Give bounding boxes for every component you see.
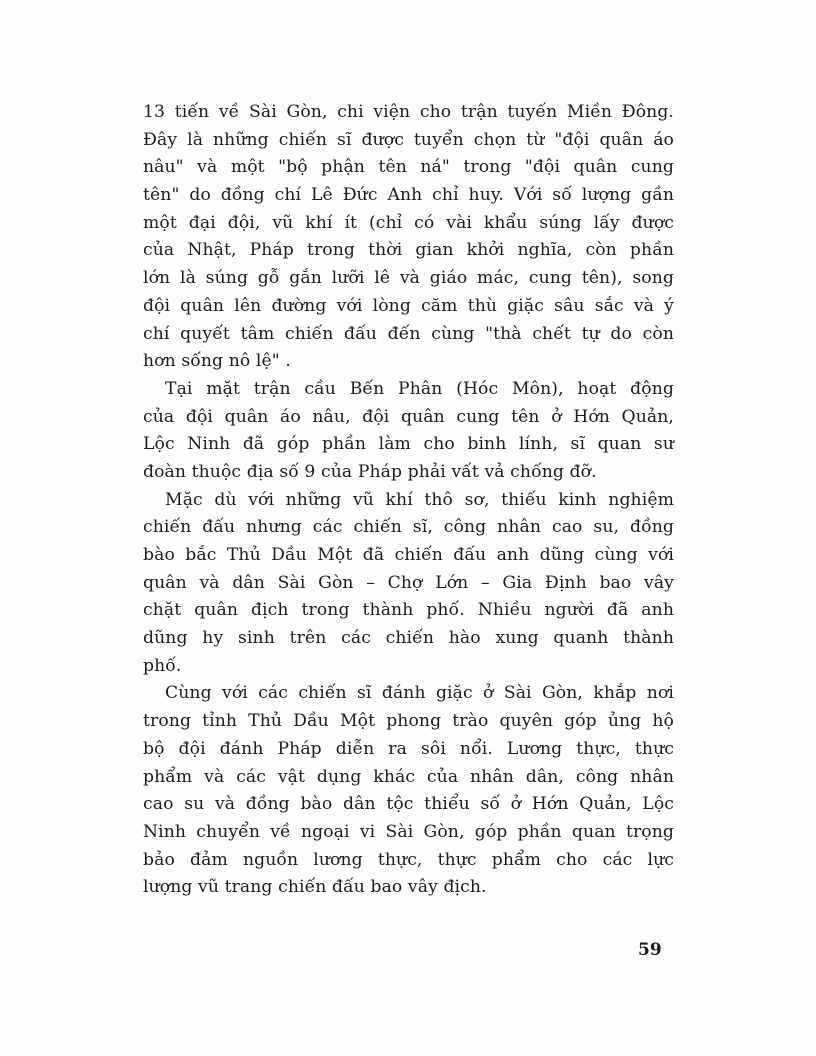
text-line: bộ đội đánh Pháp diễn ra sôi nổi. Lương thực, thực — [143, 738, 674, 759]
text-line: trong tỉnh Thủ Dầu Một phong trào quyên góp ủng hộ — [143, 711, 674, 732]
text-line: chí quyết tâm chiến đấu đến cùng "thà chết tự do còn — [143, 323, 674, 344]
text-line: đoàn thuộc địa số 9 của Pháp phải vất vả chống đỡ. — [143, 461, 597, 482]
text-line: của đội quân áo nâu, đội quân cung tên ở Hớn Quản, — [143, 406, 674, 427]
text-line: chiến đấu nhưng các chiến sĩ, công nhân cao su, đồng — [143, 517, 674, 538]
text-line: bào bắc Thủ Dầu Một đã chiến đấu anh dũng cùng với — [143, 545, 674, 565]
paragraph — [143, 376, 674, 487]
text-line: chặt quân địch trong thành phố. Nhiều người đã anh — [143, 600, 674, 621]
text-line: cao su và đồng bào dân tộc thiểu số ở Hớn Quản, Lộc — [143, 794, 674, 815]
text-line: Đây là những chiến sĩ được tuyển chọn từ "đội quân áo — [143, 129, 674, 150]
text-line: Ninh chuyển về ngoại vi Sài Gòn, góp phần quan trọng — [143, 821, 674, 842]
text-line: lớn là súng gỗ gắn lưỡi lê và giáo mác, cung tên), song — [143, 268, 674, 289]
text-line: Tại mặt trận cầu Bến Phân (Hóc Môn), hoạt động — [165, 378, 674, 399]
text-line: một đại đội, vũ khí ít (chỉ có vài khẩu súng lấy được — [143, 212, 674, 233]
text-line: Cùng với các chiến sĩ đánh giặc ở Sài Gòn, khắp nơi — [165, 683, 674, 704]
text-line: Mặc dù với những vũ khí thô sơ, thiếu kinh nghiệm — [165, 489, 674, 510]
text-line: của Nhật, Pháp trong thời gian khởi nghĩa, còn phần — [143, 240, 674, 261]
text-line: tên" do đồng chí Lê Đức Anh chỉ huy. Với số lượng gần — [143, 185, 674, 206]
text-line: hơn sống nô lệ" . — [143, 351, 291, 372]
text-line: 13 tiến về Sài Gòn, chi viện cho trận tuyến Miền Đông. — [143, 102, 674, 122]
body-text — [143, 99, 674, 902]
paragraph — [143, 487, 674, 681]
text-line: quân và dân Sài Gòn – Chợ Lớn – Gia Định bao vây — [143, 572, 674, 593]
text-line: bảo đảm nguồn lương thực, thực phẩm cho các lực — [143, 849, 674, 870]
text-line: phố. — [143, 655, 182, 676]
paragraph — [143, 680, 674, 902]
text-line: Lộc Ninh đã góp phần làm cho binh lính, sĩ quan sư — [143, 434, 674, 455]
text-line: lượng vũ trang chiến đấu bao vây địch. — [143, 877, 487, 898]
text-line: nâu" và một "bộ phận tên ná" trong "đội quân cung — [143, 157, 674, 178]
text-line: đội quân lên đường với lòng căm thù giặc sâu sắc và ý — [143, 295, 674, 316]
page-number: 59 — [638, 940, 662, 960]
paragraph — [143, 99, 674, 376]
text-line: dũng hy sinh trên các chiến hào xung quanh thành — [143, 628, 674, 649]
text-line: phẩm và các vật dụng khác của nhân dân, công nhân — [143, 766, 674, 787]
